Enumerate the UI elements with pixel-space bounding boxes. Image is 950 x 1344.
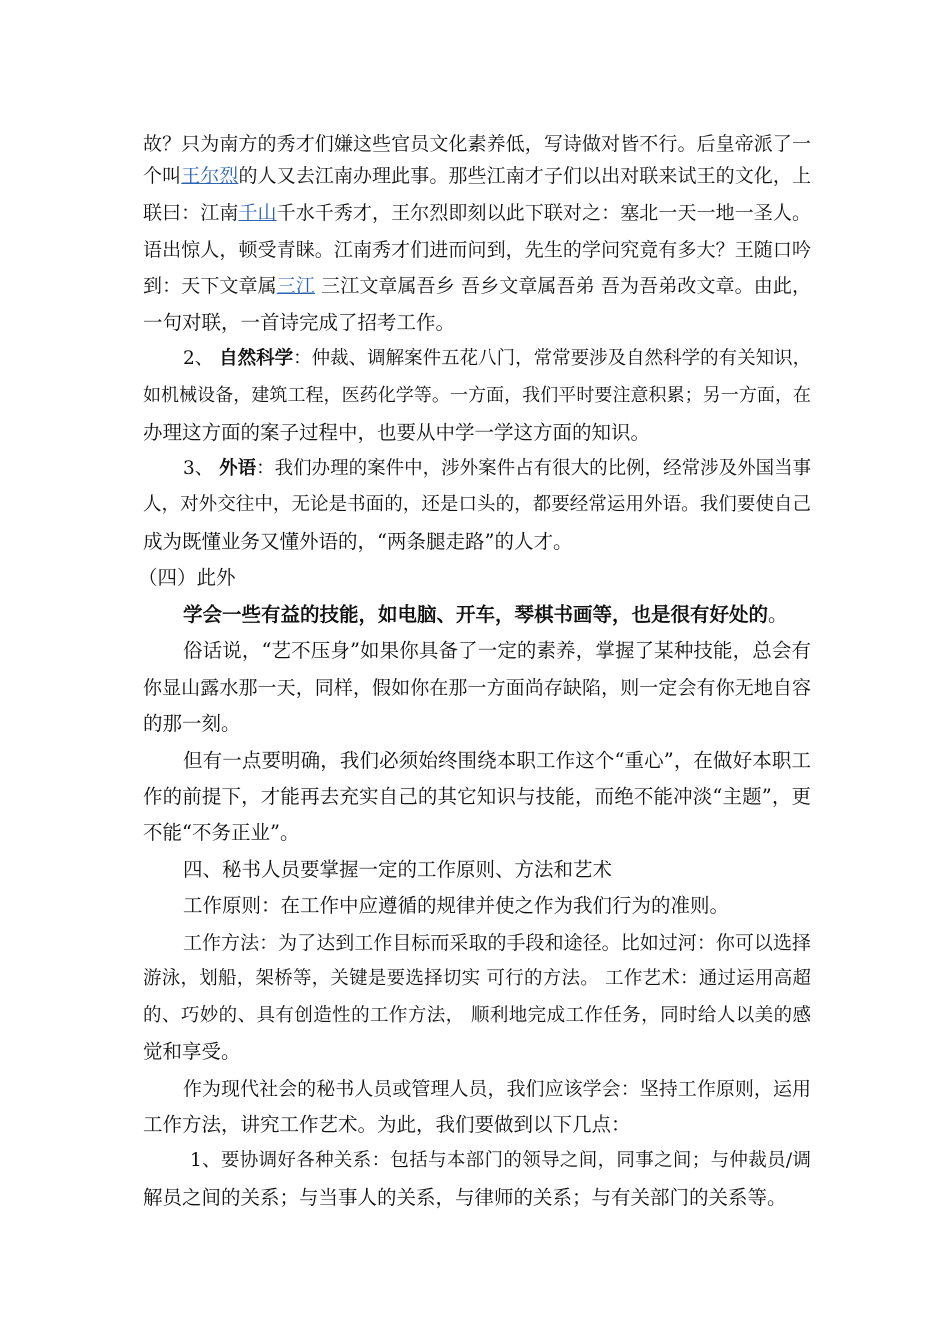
paragraph-line	[143, 200, 811, 226]
paragraph-line	[143, 1185, 811, 1211]
text-run: 的那一刻。	[143, 712, 241, 735]
paragraph-line	[143, 675, 811, 701]
bold-term: 自然科学	[219, 348, 294, 369]
text-run: 联曰：江南	[143, 202, 239, 224]
bold-term: 外语	[219, 458, 257, 479]
paragraph-line	[183, 893, 811, 919]
paragraph-line	[143, 383, 811, 409]
hyperlink-sanjiang[interactable]: 三江	[276, 275, 315, 297]
text-run: 办理这方面的案子过程中，也要从中学一学这方面的知识。	[143, 421, 651, 444]
text-run: 个叫	[143, 165, 182, 187]
paragraph-line	[143, 237, 811, 263]
text-run: 作为现代社会的秘书人员或管理人员，我们应该学会：坚持工作原则，运用	[183, 1078, 811, 1100]
text-run: 三江文章属吾乡 吾乡文章属吾弟 吾为吾弟改文章。由此，	[314, 275, 811, 297]
text-run: 故？只为南方的秀才们嫌这些官员文化素养低，写诗做对皆不行。后皇帝派了一	[143, 133, 811, 155]
section-heading-additionally	[138, 565, 806, 591]
paragraph-line	[183, 1076, 811, 1102]
text-run: 到：天下文章属	[143, 275, 277, 297]
text-run: 的、巧妙的、具有创造性的工作方法， 顺利地完成工作任务，同时给人以美的感	[143, 1005, 811, 1026]
text-run: 工作原则：在工作中应遵循的规律并使之作为我们行为的准则。	[183, 894, 730, 917]
section-heading-natural-science	[183, 346, 811, 372]
paragraph-line	[183, 930, 811, 956]
paragraph-line	[190, 1148, 811, 1174]
list-number: 3、	[183, 458, 220, 479]
text-run: （四）此外	[138, 566, 236, 589]
text-run: 作的前提下，才能再去充实自己的其它知识与技能，而绝不能冲淡“主题”，更	[143, 785, 811, 808]
paragraph-line	[143, 966, 811, 992]
text-run: 如机械设备，建筑工程，医药化学等。一方面，我们平时要注意积累；另一方面，在	[143, 385, 811, 406]
paragraph-line	[143, 420, 811, 446]
hyperlink-wang-erlie[interactable]: 王尔烈	[181, 165, 239, 187]
text-run: 四、秘书人员要掌握一定的工作原则、方法和艺术	[183, 858, 613, 881]
text-run: 。	[768, 603, 788, 626]
text-run: 1、要协调好各种关系：包括与本部门的领导之间，同事之间；与仲裁员/调	[190, 1150, 811, 1171]
list-number: 2、	[183, 348, 220, 369]
paragraph-line	[143, 711, 811, 737]
text-run: 解员之间的关系；与当事人的关系，与律师的关系；与有关部门的关系等。	[143, 1186, 787, 1209]
paragraph-line	[183, 748, 811, 774]
paragraph-line	[143, 529, 811, 555]
text-run: 工作方法：为了达到工作目标而采取的手段和途径。比如过河：你可以选择	[183, 932, 811, 954]
paragraph-line	[183, 638, 811, 664]
section-heading-foreign-language	[183, 456, 811, 482]
text-run: ：仲裁、调解案件五花八门，常常要涉及自然科学的有关知识，	[293, 348, 812, 369]
text-run: 但有一点要明确，我们必须始终围绕本职工作这个“重心”，在做好本职工	[183, 749, 811, 772]
text-run: 语出惊人，顿受青睐。江南秀才们进而问到，先生的学问究竟有多大？王随口吟	[143, 239, 811, 261]
text-run: 人，对外交往中，无论是书面的，还是口头的，都要经常运用外语。我们要使自己	[143, 494, 811, 515]
bold-term: 学会一些有益的技能，如电脑、开车，琴棋书画等，也是很有好处的	[183, 603, 769, 626]
paragraph-line	[143, 163, 811, 189]
hyperlink-qianshan[interactable]: 千山	[238, 202, 277, 224]
text-run: 成为既懂业务又懂外语的，“两条腿走路”的人才。	[143, 530, 573, 553]
text-run: ：我们办理的案件中，涉外案件占有很大的比例，经常涉及外国当事	[256, 458, 812, 479]
paragraph-line	[143, 784, 811, 810]
paragraph-line	[143, 273, 811, 299]
paragraph-line	[143, 1003, 811, 1029]
text-run: 的人又去江南办理此事。那些江南才子们以出对联来试王的文化，上	[238, 165, 811, 187]
text-run: 俗话说，“艺不压身”如果你具备了一定的素养，掌握了某种技能，总会有	[183, 639, 811, 662]
paragraph-line	[143, 1039, 811, 1065]
text-run: 工作方法，讲究工作艺术。为此，我们要做到以下几点：	[143, 1113, 631, 1136]
paragraph-line	[143, 820, 811, 846]
text-run: 游泳，划船，架桥等，关键是要选择切实 可行的方法。 工作艺术：通过运用高超	[143, 968, 811, 989]
paragraph-line	[143, 131, 811, 157]
paragraph-line	[143, 1112, 811, 1138]
text-run: 一句对联，一首诗完成了招考工作。	[143, 311, 456, 334]
text-run: 觉和享受。	[143, 1040, 241, 1063]
paragraph-line	[143, 492, 811, 518]
section-heading-principles	[183, 857, 811, 883]
text-run: 你显山露水那一天，同样，假如你在那一方面尚存缺陷，则一定会有你无地自容	[143, 677, 811, 699]
text-run: 不能“不务正业”。	[143, 821, 300, 844]
paragraph-line	[143, 310, 811, 336]
text-run: 千水千秀才，王尔烈即刻以此下联对之：塞北一天一地一圣人。	[276, 202, 811, 224]
bold-paragraph	[183, 602, 811, 628]
